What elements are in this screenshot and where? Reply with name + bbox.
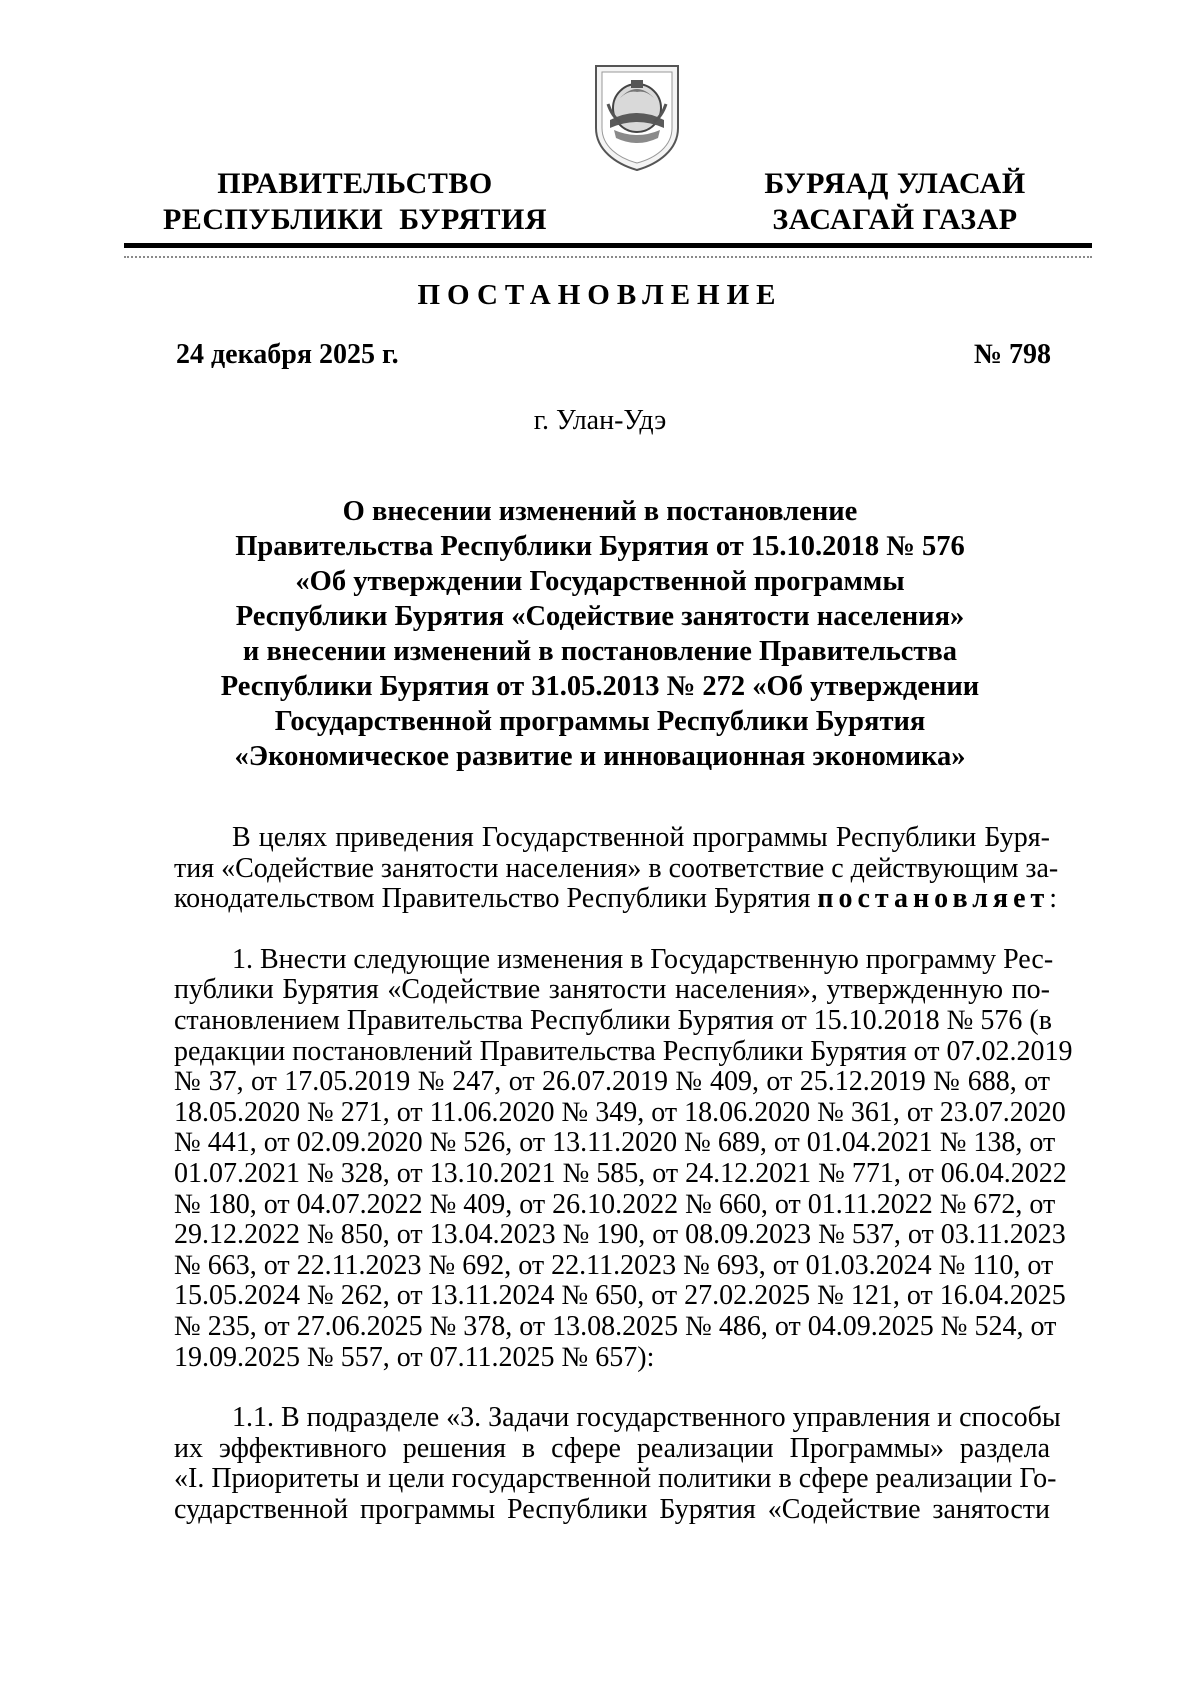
paragraph-1-line: № 235, от 27.06.2025 № 378, от 13.08.2025 № 486, от 04.09.2025 № 524, от bbox=[174, 1310, 1057, 1342]
preamble-line-final bbox=[174, 883, 1058, 915]
paragraph-1-1-line: сударственной программы Республики Бурятия «Содействие занятости bbox=[174, 1493, 1050, 1525]
document-date: 24 декабря 2025 г. bbox=[176, 339, 399, 370]
government-name-buryat bbox=[730, 166, 1060, 238]
document-city: г. Улан-Удэ bbox=[533, 405, 667, 436]
org-right-line-2: ЗАСАГАЙ ГАЗАР bbox=[772, 203, 1018, 236]
paragraph-1-line: 01.07.2021 № 328, от 13.10.2021 № 585, от 24.12.2021 № 771, от 06.04.2022 bbox=[174, 1157, 1067, 1189]
title-line: Республики Бурятия «Содействие занятости населения» bbox=[235, 601, 965, 632]
paragraph-1-line: 18.05.2020 № 271, от 11.06.2020 № 349, от 18.06.2020 № 361, от 23.07.2020 bbox=[174, 1096, 1066, 1128]
paragraph-1-line: № 663, от 22.11.2023 № 692, от 22.11.2023 № 693, от 01.03.2024 № 110, от bbox=[174, 1249, 1054, 1281]
document-type: ПОСТАНОВЛЕНИЕ bbox=[417, 279, 783, 311]
paragraph-1-line: 15.05.2024 № 262, от 13.11.2024 № 650, от 27.02.2025 № 121, от 16.04.2025 bbox=[174, 1280, 1066, 1312]
paragraph-1-line: публики Бурятия «Содействие занятости населения», утвержденную по- bbox=[174, 974, 1050, 1006]
document-body bbox=[174, 822, 1073, 1525]
government-name-russian bbox=[150, 166, 560, 238]
paragraph-1-1-line: 1.1. В подразделе «3. Задачи государственного управления и способы bbox=[232, 1402, 1061, 1434]
paragraph-1-line: 19.09.2025 № 557, от 07.11.2025 № 657): bbox=[174, 1341, 655, 1373]
title-line: О внесении изменений в постановление bbox=[342, 496, 858, 527]
paragraph-1-1-line: «I. Приоритеты и цели государственной политики в сфере реализации Го- bbox=[174, 1463, 1057, 1495]
org-left-line-1: ПРАВИТЕЛЬСТВО bbox=[217, 167, 493, 200]
org-right-line-1: БУРЯАД УЛАСАЙ bbox=[764, 167, 1026, 200]
coat-of-arms-emblem bbox=[590, 58, 684, 172]
paragraph-1-line: № 441, от 02.09.2020 № 526, от 13.11.2020 № 689, от 01.04.2021 № 138, от bbox=[174, 1127, 1056, 1159]
document-title bbox=[200, 494, 1000, 774]
org-left-line-2: РЕСПУБЛИКИ БУРЯТИЯ bbox=[162, 203, 548, 236]
header-divider-dotted bbox=[124, 256, 1092, 258]
title-line: и внесении изменений в постановление Правительства bbox=[242, 636, 958, 667]
paragraph-1-line: № 37, от 17.05.2019 № 247, от 26.07.2019 № 409, от 25.12.2019 № 688, от bbox=[174, 1066, 1050, 1098]
title-line: Республики Бурятия от 31.05.2013 № 272 «Об утверждении bbox=[220, 671, 980, 702]
paragraph-1-line: становлением Правительства Республики Бурятия от 15.10.2018 № 576 (в bbox=[174, 1004, 1052, 1036]
header-divider-thick bbox=[124, 243, 1092, 248]
paragraph-1-line: редакции постановлений Правительства Республики Бурятия от 07.02.2019 bbox=[174, 1035, 1073, 1067]
title-line: «Об утверждении Государственной программы bbox=[295, 566, 905, 597]
preamble-final-tail: : bbox=[1049, 883, 1058, 915]
title-line: Государственной программы Республики Бурятия bbox=[274, 706, 926, 737]
preamble-line: тия «Содействие занятости населения» в соответствие с действующим за- bbox=[174, 852, 1059, 884]
preamble-line: В целях приведения Государственной программы Республики Буря- bbox=[232, 822, 1050, 853]
paragraph-1-line: 29.12.2022 № 850, от 13.04.2023 № 190, от 08.09.2023 № 537, от 03.11.2023 bbox=[174, 1219, 1066, 1251]
document-number: № 798 bbox=[973, 339, 1051, 370]
title-line: Правительства Республики Бурятия от 15.10.2018 № 576 bbox=[235, 531, 965, 562]
preamble-final-text: конодательством Правительство Республики Бурятия bbox=[174, 883, 818, 915]
paragraph-1-line: 1. Внести следующие изменения в Государственную программу Рес- bbox=[232, 943, 1054, 975]
title-line: «Экономическое развитие и инновационная экономика» bbox=[234, 741, 966, 772]
paragraph-1-line: № 180, от 04.07.2022 № 409, от 26.10.2022 № 660, от 01.11.2022 № 672, от bbox=[174, 1188, 1056, 1220]
decree-keyword: постановляет bbox=[817, 883, 1050, 915]
paragraph-1-1-line: их эффективного решения в сфере реализации Программы» раздела bbox=[174, 1432, 1050, 1464]
